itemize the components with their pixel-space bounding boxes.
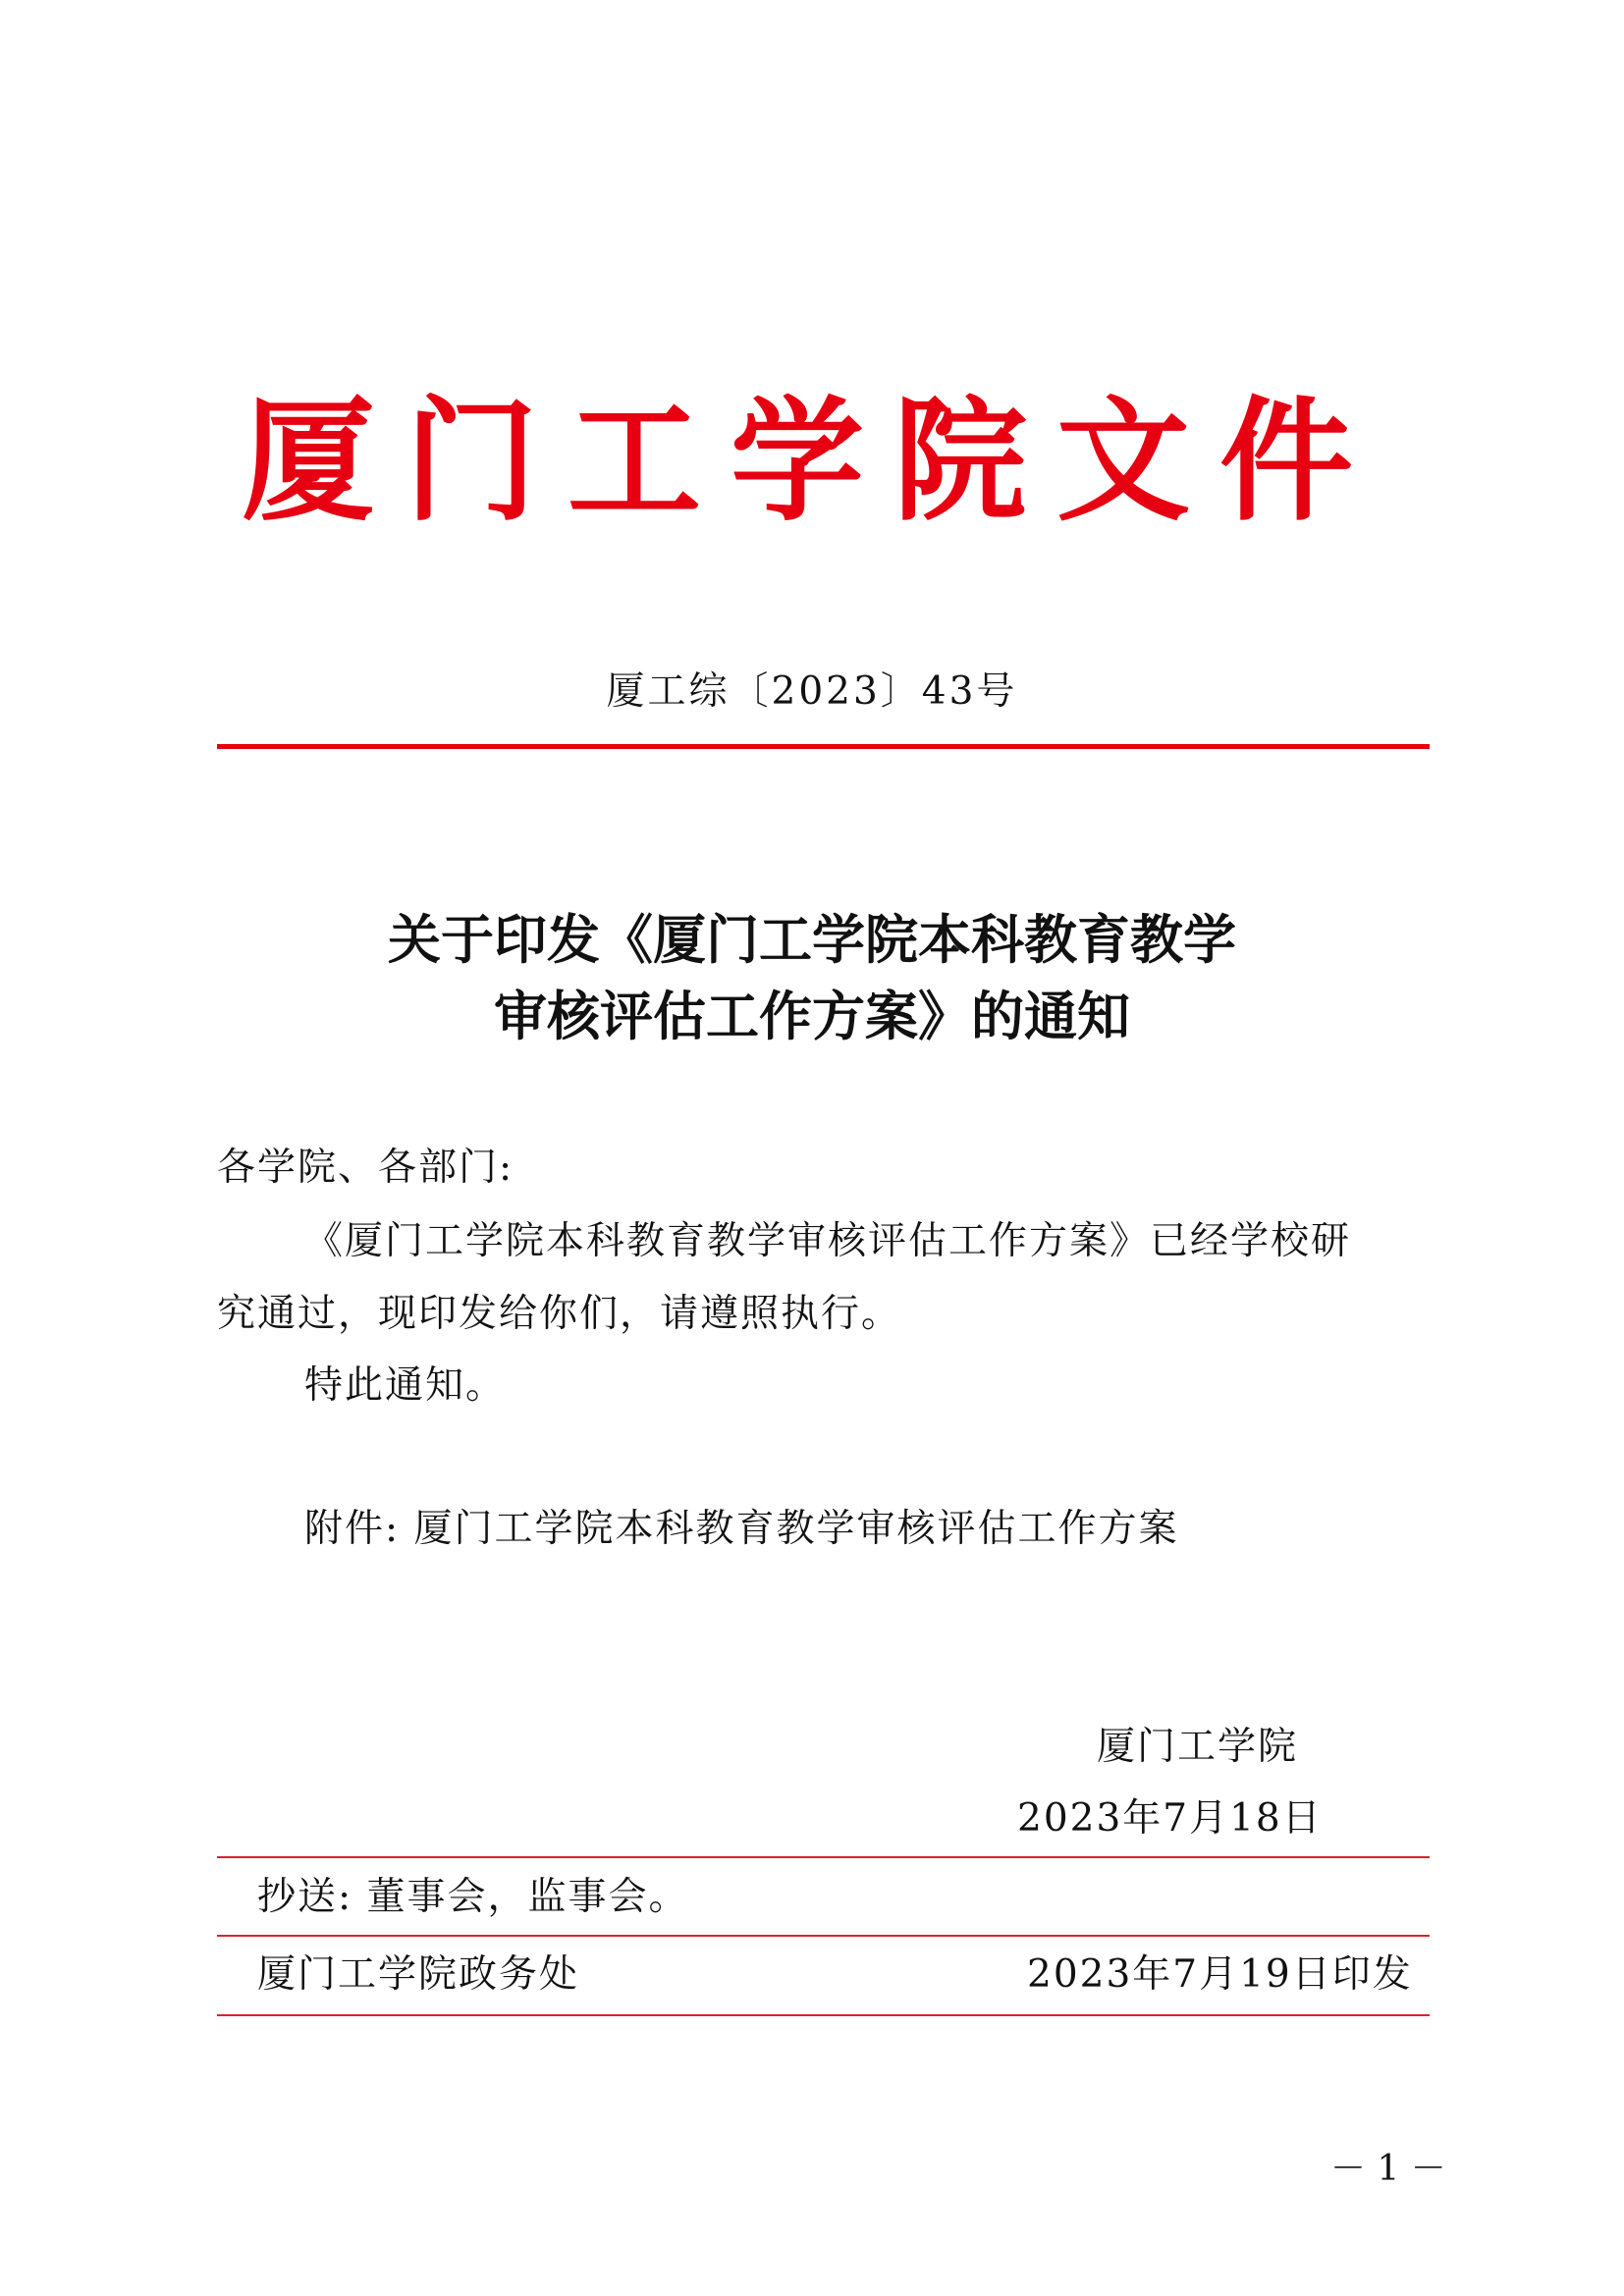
body-paragraph-1-line-1: 《厦门工学院本科教育教学审核评估工作方案》已经学校研 (304, 1219, 1352, 1263)
notice-title-line-1: 关于印发《厦门工学院本科教育教学 (388, 908, 1236, 971)
body-paragraph-2: 特此通知。 (304, 1363, 507, 1408)
attachment-line: 附件: 厦门工学院本科教育教学审核评估工作方案 (304, 1507, 1179, 1551)
body-paragraph-1-line-2: 究通过，现印发给你们，请遵照执行。 (217, 1292, 902, 1336)
header-red-divider (217, 744, 1430, 749)
document-number: 厦工综〔2023〕43号 (606, 669, 1018, 714)
footer-rule-middle (217, 1935, 1430, 1937)
issue-date: 2023年7月19日印发 (1027, 1952, 1413, 1997)
page-number: － 1 － (1330, 2149, 1446, 2189)
footer-rule-bottom (217, 2014, 1430, 2016)
signature-date: 2023年7月18日 (1017, 1796, 1323, 1841)
notice-title-line-2: 审核评估工作方案》的通知 (494, 985, 1130, 1047)
masthead-title: 厦门工学院文件 (242, 383, 1382, 540)
issuing-office: 厦门工学院政务处 (257, 1952, 580, 1997)
footer-rule-top (217, 1856, 1430, 1858)
cc-line: 抄送: 董事会，监事会。 (257, 1875, 689, 1919)
salutation: 各学院、各部门: (217, 1146, 514, 1190)
signature-organization: 厦门工学院 (1097, 1725, 1299, 1769)
